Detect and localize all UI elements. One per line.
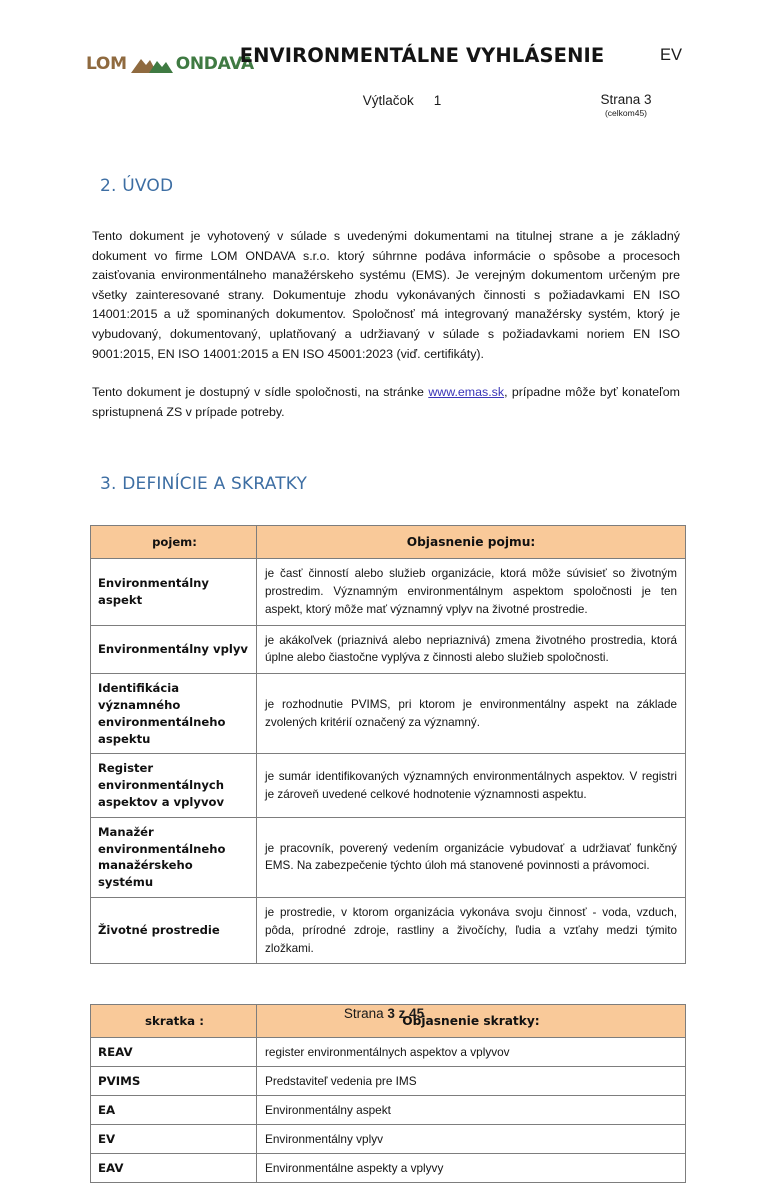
definitions-table (90, 525, 686, 964)
term-description-cell: je akákoľvek (priaznivá alebo nepriaznivá) zmena životného prostredia, ktorá úplne alebo čiastočne vyplýva z činnosti alebo služieb spoločnosti. (257, 625, 686, 674)
definitions-table-head (91, 526, 686, 559)
term-description-cell: je časť činností alebo služieb organizácie, ktorá môže súvisieť so životným prostredim. Významným environmentálnym aspektom spoločnosti je ten aspekt, ktorý môže mať významný vplyv na životné prostredie. (257, 559, 686, 625)
table-row (91, 1096, 686, 1125)
footer-page-number: 3 z 45 (387, 1006, 425, 1021)
column-header-term: pojem: (91, 526, 257, 559)
abbreviation-cell: EA (91, 1096, 257, 1125)
document-header (86, 0, 682, 119)
term-cell: Životné prostredie (91, 898, 257, 964)
table-row (91, 1154, 686, 1183)
table-row (91, 1067, 686, 1096)
table-header-row (91, 526, 686, 559)
abbreviation-meaning-cell: register environmentálnych aspektov a vplyvov (257, 1038, 686, 1067)
abbreviation-meaning-cell: Environmentálny vplyv (257, 1125, 686, 1154)
section-heading-intro: 2. ÚVOD (100, 176, 174, 196)
company-logo (86, 44, 254, 78)
column-header-term-description: Objasnenie pojmu: (257, 526, 686, 559)
footer-page-label: Strana (343, 1006, 384, 1021)
document-footer (0, 1006, 768, 1021)
term-cell: Manažér environmentálneho manažérskeho systému (91, 817, 257, 897)
term-description-cell: je sumár identifikovaných významných environmentálnych aspektov. V registri je zároveň uvedené celkové hodnotenie významnosti aspektu. (257, 754, 686, 817)
table-row (91, 559, 686, 625)
abbreviation-meaning-cell: Environmentálny aspekt (257, 1096, 686, 1125)
mountain-icon (129, 54, 175, 74)
copy-number-label: Výtlačok (362, 93, 414, 108)
logo-text-ondava: ONDAVA (175, 54, 254, 74)
table-row (91, 754, 686, 817)
abbreviation-cell: REAV (91, 1038, 257, 1067)
table-row (91, 898, 686, 964)
logo-text-lom: LOM (86, 54, 127, 74)
term-cell: Environmentálny vplyv (91, 625, 257, 674)
header-page-total: (celkom45) (604, 108, 648, 119)
page-title: ENVIRONMENTÁLNE VYHLÁSENIE (239, 44, 605, 67)
abbreviation-cell: PVIMS (91, 1067, 257, 1096)
column-header-abbreviation-meaning: Objasnenie skratky: (257, 1005, 686, 1038)
table-row (91, 625, 686, 674)
abbreviation-cell: EV (91, 1125, 257, 1154)
intro-paragraph-2 (86, 383, 682, 422)
table-row (91, 1125, 686, 1154)
term-description-cell: je pracovník, poverený vedením organizácie vybudovať a udržiavať funkčný EMS. Na zabezpečenie týchto úloh má stanovené povinnosti a právomoci. (257, 817, 686, 897)
abbreviation-meaning-cell: Predstaviteľ vedenia pre IMS (257, 1067, 686, 1096)
copy-number-value: 1 (433, 93, 442, 108)
table-row (91, 674, 686, 754)
copy-number-field (234, 93, 570, 108)
term-description-cell: je rozhodnutie PVIMS, pri ktorom je environmentálny aspekt na základe zvolených kritérií označený za významný. (257, 674, 686, 754)
abbreviation-meaning-cell: Environmentálne aspekty a vplyvy (257, 1154, 686, 1183)
header-row-primary (86, 44, 682, 82)
column-header-abbreviation: skratka : (91, 1005, 257, 1038)
emas-website-link[interactable]: www.emas.sk (428, 385, 505, 400)
header-page-indicator (570, 93, 682, 118)
intro-paragraph-1: Tento dokument je vyhotovený v súlade s uvedenými dokumentami na titulnej strane a je základný dokument vo firme LOM ONDAVA s.r.o. ktorý súhrnne podáva informácie o spôsobe a procesoch zaisťovania environmentálneho manažérskeho systému (EMS). Je verejným dokumentom určeným pre všetky zainteresované strany. Dokumentuje zhodu vykonávaných činnosti s požiadavkami EN ISO 14001:2015 a už spominaných dokumentov. Spoločnosť má integrovaný manažérsky systém, ktorý je vybudovaný, dokumentovaný, uplatňovaný a udržiavaný v súlade s požiadavkami noriem EN ISO 9001:2015, EN ISO 14001:2015 a EN ISO 45001:2023 (viď. certifikáty). (92, 229, 680, 361)
document-code: EV (659, 46, 682, 64)
abbreviations-table (90, 1004, 686, 1183)
abbreviation-cell: EAV (91, 1154, 257, 1183)
intro-paragraph-2-post: , prípadne môže byť konateľom spristupnená ZS v prípade potreby. (92, 385, 681, 419)
section-heading-definitions: 3. DEFINÍCIE A SKRATKY (100, 474, 308, 495)
table-row (91, 817, 686, 897)
definitions-table-body (91, 559, 686, 964)
table-row (91, 1038, 686, 1067)
term-cell: Register environmentálnych aspektov a vplyvov (91, 754, 257, 817)
header-page-number: Strana 3 (600, 92, 652, 107)
intro-paragraph-2-pre: Tento dokument je dostupný v sídle spoločnosti, na stránke (92, 385, 429, 400)
abbreviations-table-body (91, 1038, 686, 1183)
term-description-cell: je prostredie, v ktorom organizácia vykonáva svoju činnosť - voda, vzduch, pôda, prírodné zdroje, rastliny a živočíchy, ľudia a vzťahy medzi týmito zložkami. (257, 898, 686, 964)
term-cell: Identifikácia významného environmentálneho aspektu (91, 674, 257, 754)
term-cell: Environmentálny aspekt (91, 559, 257, 625)
header-row-secondary (86, 93, 682, 118)
